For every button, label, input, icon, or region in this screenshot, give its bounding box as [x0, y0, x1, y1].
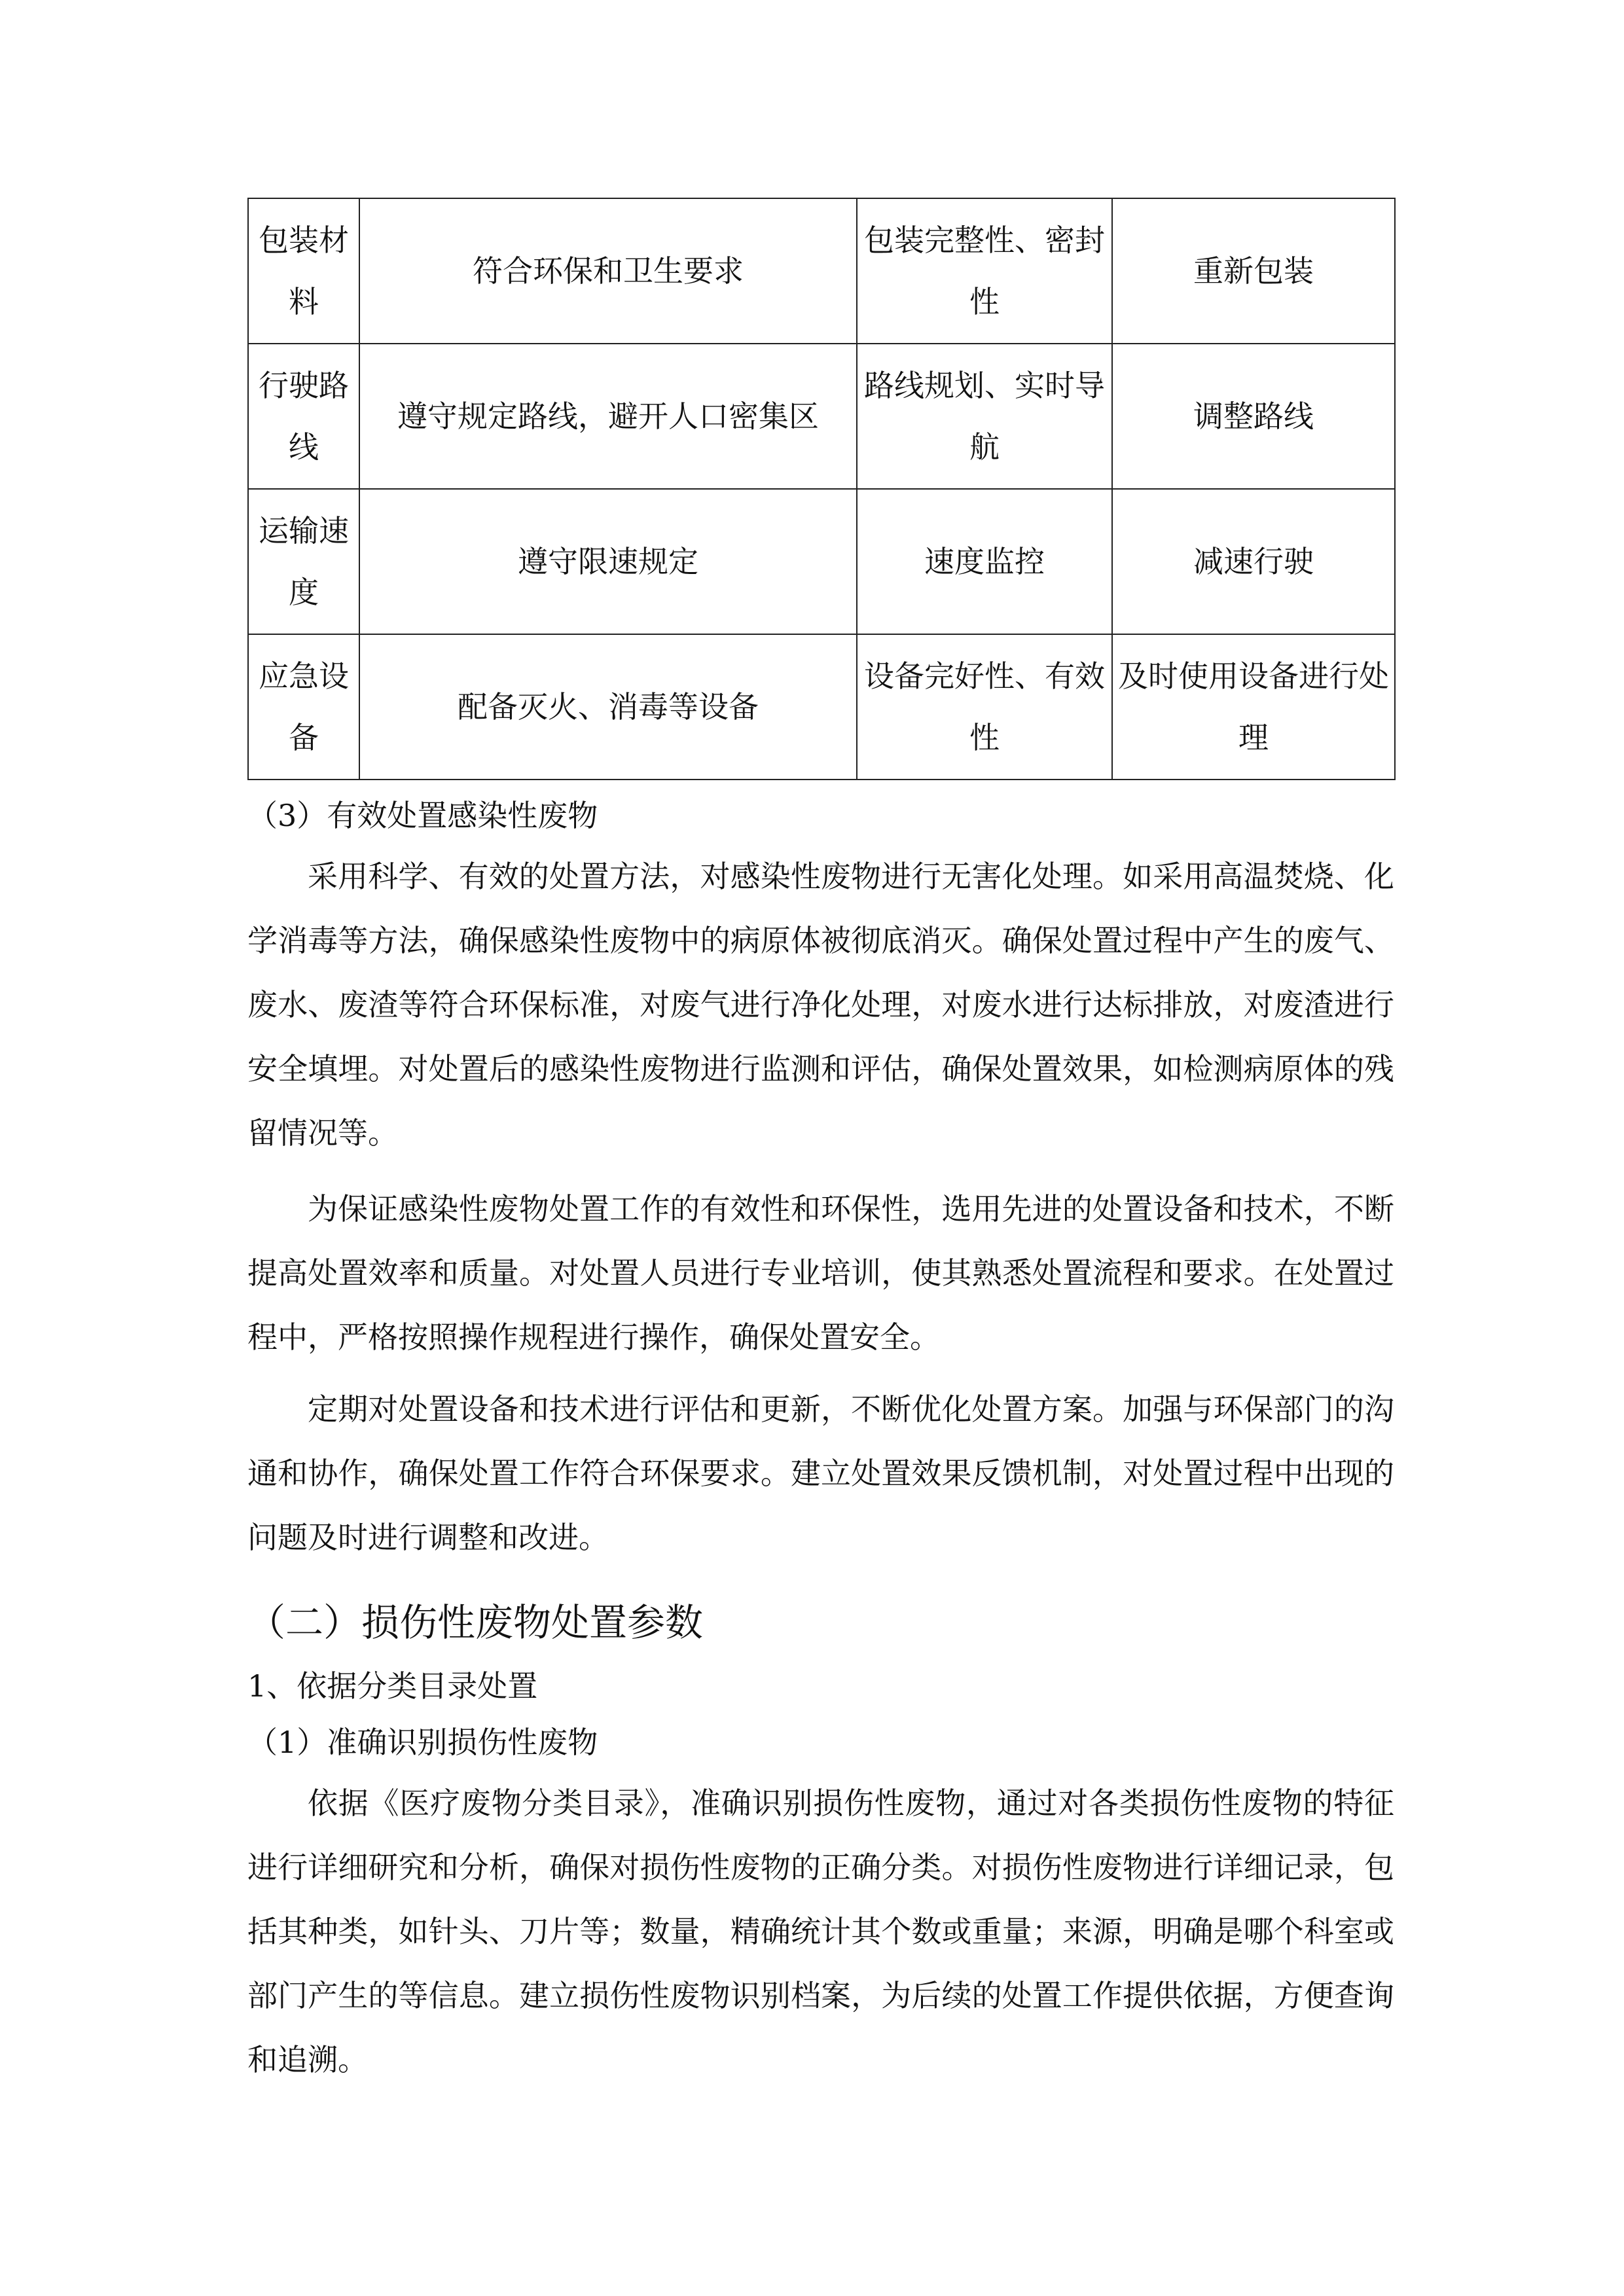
table-row — [248, 489, 1395, 634]
table-cell-requirement: 遵守规定路线，避开人口密集区 — [359, 344, 857, 489]
table-cell-item: 运输速度 — [248, 489, 359, 634]
table-cell-item: 行驶路线 — [248, 344, 359, 489]
table-cell-check: 速度监控 — [857, 489, 1112, 634]
subsection-paragraph: 依据《医疗废物分类目录》，准确识别损伤性废物，通过对各类损伤性废物的特征进行详细研究和分析，确保对损伤性废物的正确分类。对损伤性废物进行详细记录，包括其种类，如针头、刀片等；数量，精确统计其个数或重量；来源，明确是哪个科室或部门产生的等信息。建立损伤性废物识别档案，为后续的处置工作提供依据，方便查询和追溯。 — [247, 1785, 1394, 2077]
table-cell-item: 应急设备 — [248, 634, 359, 780]
section-3-paragraph-1: 采用科学、有效的处置方法，对感染性废物进行无害化处理。如采用高温焚烧、化学消毒等方法，确保感染性废物中的病原体被彻底消灭。确保处置过程中产生的废气、废水、废渣等符合环保标准，对废气进行净化处理，对废水进行达标排放，对废渣进行安全填埋。对处置后的感染性废物进行监测和评估，确保处置效果，如检测病原体的残留情况等。 — [247, 859, 1394, 1151]
subsection-heading: 1、依据分类目录处置 — [247, 1668, 538, 1704]
table-cell-action: 重新包装 — [1112, 198, 1395, 344]
section-3-paragraph-2: 为保证感染性废物处置工作的有效性和环保性，选用先进的处置设备和技术，不断提高处置效率和质量。对处置人员进行专业培训，使其熟悉处置流程和要求。在处置过程中，严格按照操作规程进行操作，确保处置安全。 — [247, 1191, 1394, 1355]
section-heading: （二）损伤性废物处置参数 — [247, 1600, 704, 1645]
table-cell-requirement: 遵守限速规定 — [359, 489, 857, 634]
table-cell-requirement: 符合环保和卫生要求 — [359, 198, 857, 344]
table-cell-check: 路线规划、实时导航 — [857, 344, 1112, 489]
table-row — [248, 198, 1395, 344]
table-cell-item: 包装材料 — [248, 198, 359, 344]
table-cell-requirement: 配备灭火、消毒等设备 — [359, 634, 857, 780]
table-cell-check: 设备完好性、有效性 — [857, 634, 1112, 780]
table-cell-action: 减速行驶 — [1112, 489, 1395, 634]
subsection-item-title: （1）准确识别损伤性废物 — [247, 1725, 598, 1760]
section-3-paragraph-3: 定期对处置设备和技术进行评估和更新，不断优化处置方案。加强与环保部门的沟通和协作，确保处置工作符合环保要求。建立处置效果反馈机制，对处置过程中出现的问题及时进行调整和改进。 — [247, 1391, 1394, 1555]
table-row — [248, 634, 1395, 780]
transport-requirements-table — [247, 198, 1396, 780]
table-cell-action: 调整路线 — [1112, 344, 1395, 489]
table-row — [248, 344, 1395, 489]
section-3-title: （3）有效处置感染性废物 — [247, 798, 598, 833]
table-cell-action: 及时使用设备进行处理 — [1112, 634, 1395, 780]
table-cell-check: 包装完整性、密封性 — [857, 198, 1112, 344]
